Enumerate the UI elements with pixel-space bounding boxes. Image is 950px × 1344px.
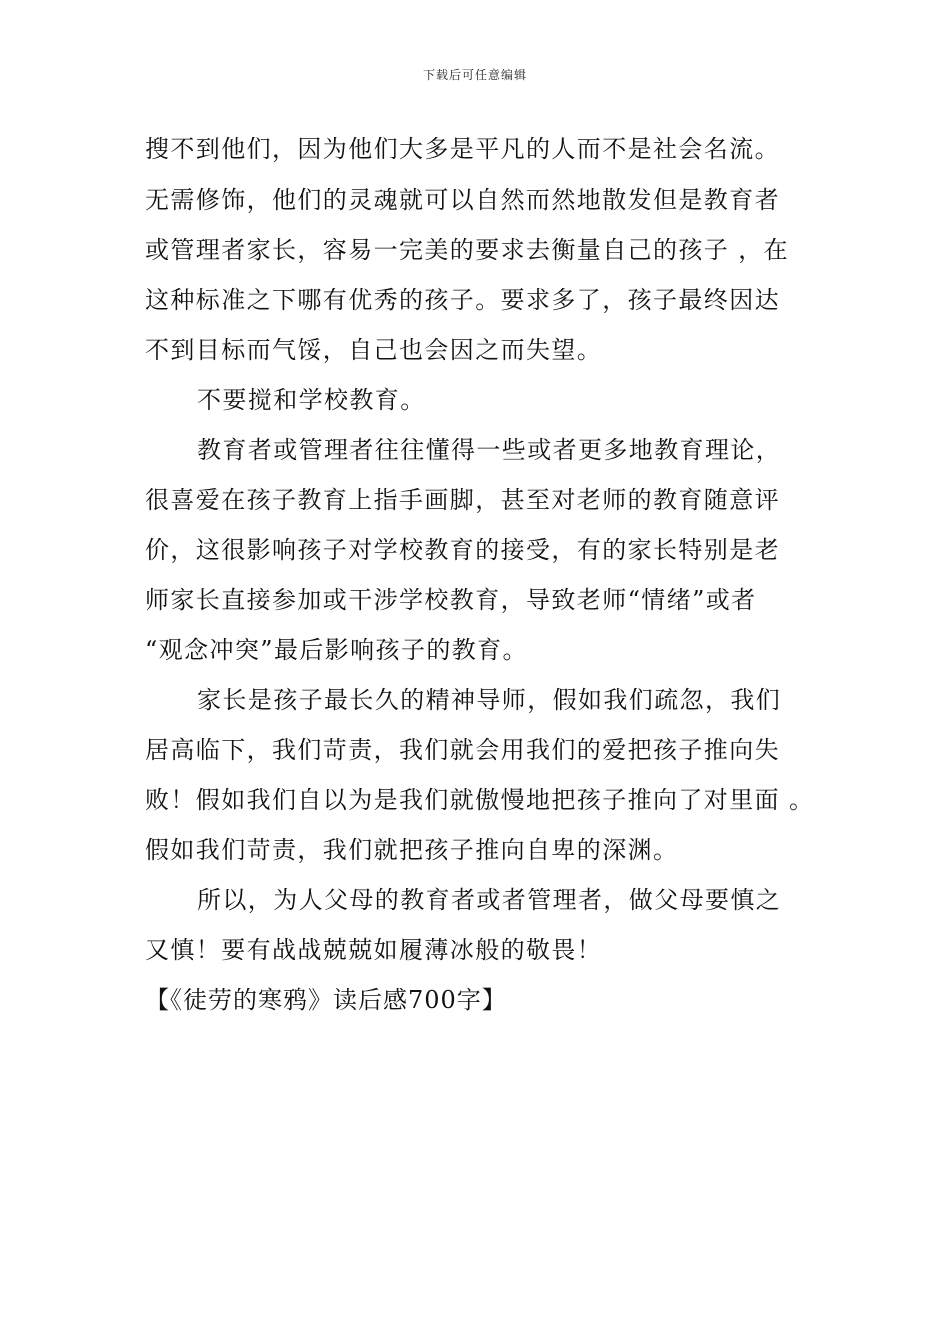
text-line: 所以，为人父母的教育者或者管理者，做父母要慎之 [197,886,782,914]
text-line: 无需修饰，他们的灵魂就可以自然而然地散发但是教育者 [145,186,780,214]
text-line: 居高临下，我们苛责，我们就会用我们的爱把孩子推向失 [145,736,780,764]
text-line: 教育者或管理者往往懂得一些或者更多地教育理论， [197,436,782,464]
text-line: 败！假如我们自以为是我们就傲慢地把孩子推向了对里面 。 [145,786,815,814]
text-line: 或管理者家长，容易一完美的要求去衡量自己的孩子 ，在 [145,236,790,264]
text-line: 很喜爱在孩子教育上指手画脚，甚至对老师的教育随意评 [145,486,780,514]
article-title: 【《徒劳的寒鸦》读后感700字】 [145,986,507,1014]
text-line: 这种标准之下哪有优秀的孩子。要求多了，孩子最终因达 [145,286,780,314]
text-line: 价，这很影响孩子对学校教育的接受，有的家长特别是老 [145,536,780,564]
text-line: 假如我们苛责，我们就把孩子推向自卑的深渊。 [145,836,679,864]
text-line: 又慎！要有战战兢兢如履薄冰般的敬畏！ [145,936,603,964]
text-line: 搜不到他们，因为他们大多是平凡的人而不是社会名流。 [145,135,780,163]
text-line: 家长是孩子最长久的精神导师，假如我们疏忽，我们 [197,686,782,714]
text-line: 不到目标而气馁，自己也会因之而失望。 [145,336,603,364]
text-line: “观念冲突”最后影响孩子的教育。 [145,636,528,664]
text-line: 不要搅和学校教育。 [197,386,426,414]
header-note: 下载后可任意编辑 [422,68,527,82]
text-line: 师家长直接参加或干涉学校教育，导致老师“情绪”或者 [145,586,757,614]
